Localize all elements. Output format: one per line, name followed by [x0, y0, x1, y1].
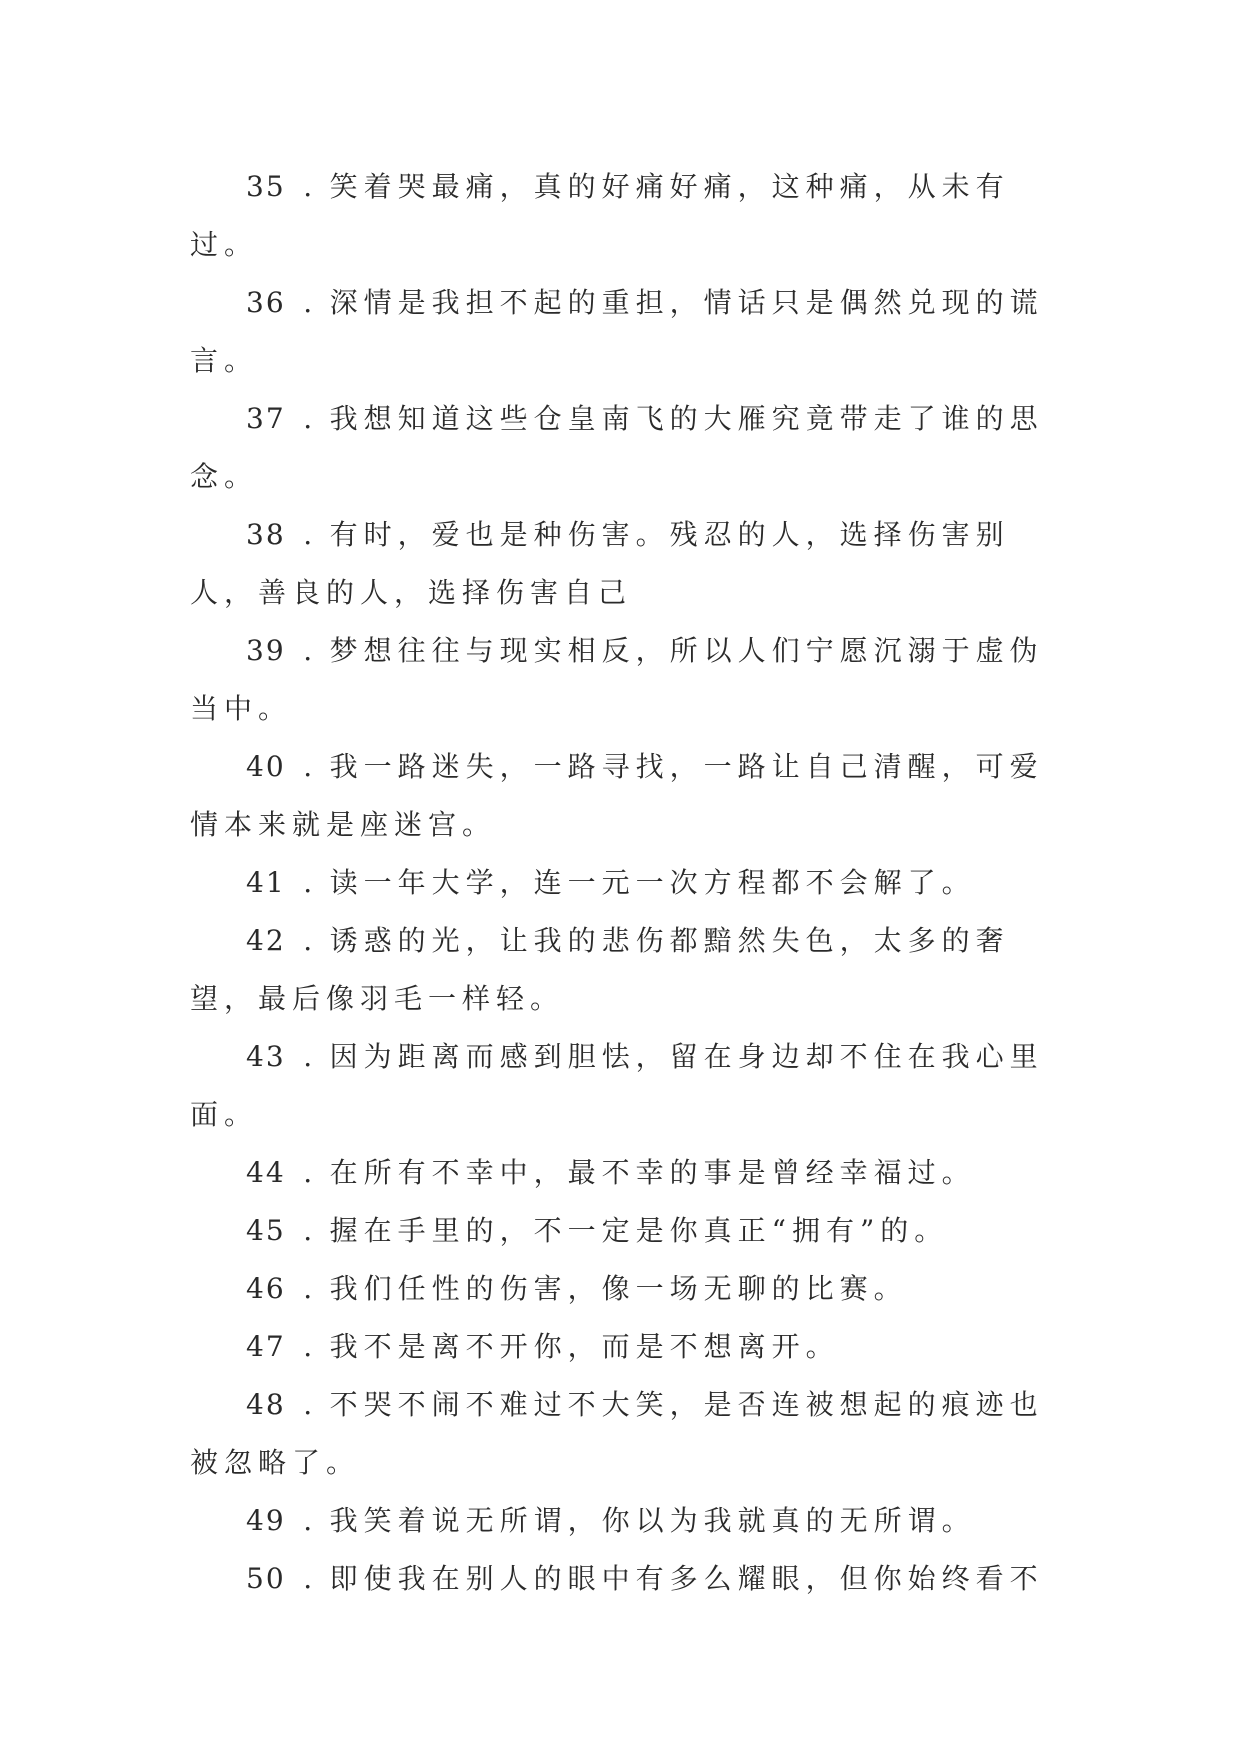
item-number: 39 — [246, 634, 286, 667]
item-text: 我一路迷失，一路寻找，一路让自己清醒，可爱情本来就是座迷宫。 — [190, 750, 1044, 841]
item-number: 50 — [246, 1562, 286, 1595]
list-item: 43 . 因为距离而感到胆怯，留在身边却不住在我心里面。 — [190, 1040, 1044, 1131]
item-number: 49 — [246, 1504, 286, 1537]
item-number: 44 — [246, 1156, 286, 1189]
list-item: 47 . 我不是离不开你，而是不想离开。 — [246, 1330, 840, 1363]
list-item: 46 . 我们任性的伤害，像一场无聊的比赛。 — [246, 1272, 908, 1305]
item-text: 梦想往往与现实相反，所以人们宁愿沉溺于虚伪当中。 — [190, 634, 1044, 725]
list-item: 37 . 我想知道这些仓皇南飞的大雁究竟带走了谁的思念。 — [190, 402, 1044, 493]
list-item: 36 . 深情是我担不起的重担，情话只是偶然兑现的谎言。 — [190, 286, 1044, 377]
item-text: 深情是我担不起的重担，情话只是偶然兑现的谎言。 — [190, 286, 1044, 377]
item-number: 45 — [246, 1214, 286, 1247]
item-number: 46 — [246, 1272, 286, 1305]
item-text: 笑着哭最痛，真的好痛好痛，这种痛，从未有过。 — [190, 170, 1010, 261]
item-number: 48 — [246, 1388, 286, 1421]
item-number: 37 — [246, 402, 286, 435]
item-text: 诱惑的光，让我的悲伤都黯然失色，太多的奢望，最后像羽毛一样轻。 — [190, 924, 1010, 1015]
item-number: 36 — [246, 286, 286, 319]
list-item: 42 . 诱惑的光，让我的悲伤都黯然失色，太多的奢望，最后像羽毛一样轻。 — [190, 924, 1010, 1015]
list-item: 50 . 即使我在别人的眼中有多么耀眼，但你始终看不 — [246, 1562, 1044, 1595]
item-text: 不哭不闹不难过不大笑，是否连被想起的痕迹也被忽略了。 — [190, 1388, 1044, 1479]
item-text: 因为距离而感到胆怯，留在身边却不住在我心里面。 — [190, 1040, 1044, 1131]
list-item: 35 . 笑着哭最痛，真的好痛好痛，这种痛，从未有过。 — [190, 170, 1010, 261]
item-text: 有时，爱也是种伤害。残忍的人，选择伤害别人，善良的人，选择伤害自己 — [190, 518, 1010, 609]
list-item: 39 . 梦想往往与现实相反，所以人们宁愿沉溺于虚伪当中。 — [190, 634, 1044, 725]
item-number: 40 — [246, 750, 286, 783]
list-item: 48 . 不哭不闹不难过不大笑，是否连被想起的痕迹也被忽略了。 — [190, 1388, 1044, 1479]
item-text: 我们任性的伤害，像一场无聊的比赛。 — [329, 1272, 908, 1305]
item-text: 在所有不幸中，最不幸的事是曾经幸福过。 — [329, 1156, 976, 1189]
item-number: 38 — [246, 518, 286, 551]
item-number: 35 — [246, 170, 286, 203]
list-item: 44 . 在所有不幸中，最不幸的事是曾经幸福过。 — [246, 1156, 976, 1189]
quote-list — [190, 158, 1056, 1608]
list-item: 49 . 我笑着说无所谓，你以为我就真的无所谓。 — [246, 1504, 976, 1537]
item-text: 读一年大学，连一元一次方程都不会解了。 — [329, 866, 976, 899]
item-text: 握在手里的，不一定是你真正“拥有”的。 — [329, 1214, 949, 1247]
item-number: 42 — [246, 924, 286, 957]
list-item: 45 . 握在手里的，不一定是你真正“拥有”的。 — [246, 1214, 949, 1247]
item-text: 我不是离不开你，而是不想离开。 — [329, 1330, 840, 1363]
list-item: 41 . 读一年大学，连一元一次方程都不会解了。 — [246, 866, 976, 899]
item-text: 我笑着说无所谓，你以为我就真的无所谓。 — [329, 1504, 976, 1537]
list-item: 40 . 我一路迷失，一路寻找，一路让自己清醒，可爱情本来就是座迷宫。 — [190, 750, 1044, 841]
item-number: 43 — [246, 1040, 286, 1073]
item-text: 我想知道这些仓皇南飞的大雁究竟带走了谁的思念。 — [190, 402, 1044, 493]
item-text: 即使我在别人的眼中有多么耀眼，但你始终看不 — [329, 1562, 1044, 1595]
item-number: 41 — [246, 866, 286, 899]
item-number: 47 — [246, 1330, 286, 1363]
list-item: 38 . 有时，爱也是种伤害。残忍的人，选择伤害别人，善良的人，选择伤害自己 — [190, 518, 1010, 609]
